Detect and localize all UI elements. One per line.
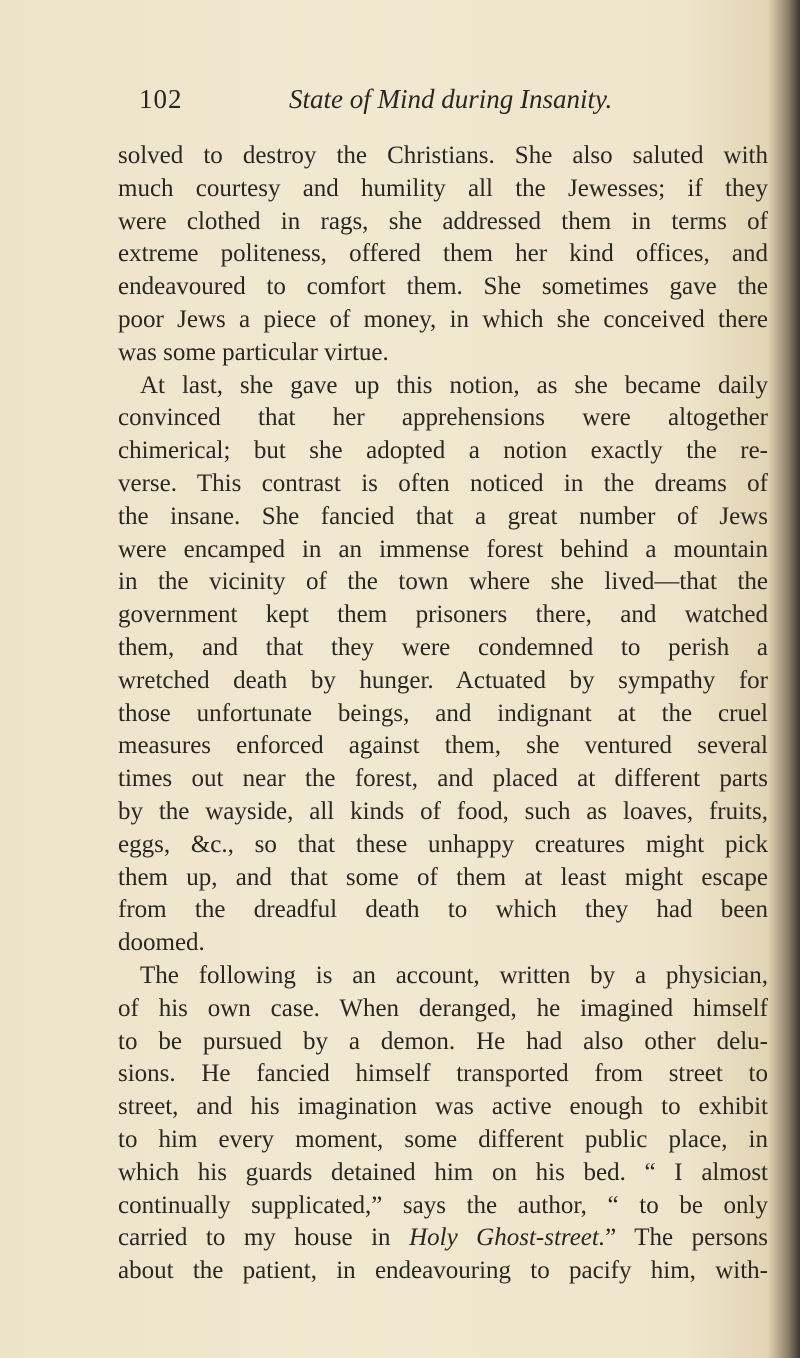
text-line: in the vicinity of the town where she lived—that the <box>118 568 768 596</box>
text-line: them up, and that some of them at least might escape <box>118 863 768 891</box>
text-line: extreme politeness, offered them her kind offices, and <box>118 240 768 268</box>
text-line: poor Jews a piece of money, in which she conceived there <box>118 305 768 333</box>
text-line: chimerical; but she adopted a notion exactly the re- <box>118 437 768 465</box>
text-line: wretched death by hunger. Actuated by sympathy for <box>118 666 768 694</box>
line-segment: carried to my house in <box>118 1224 410 1252</box>
text-line: by the wayside, all kinds of food, such as loaves, fruits, <box>118 797 768 825</box>
text-line: about the patient, in endeavouring to pacify him, with- <box>118 1257 768 1285</box>
text-line: from the dreadful death to which they had been <box>118 896 768 924</box>
text-line: street, and his imagination was active enough to exhibit <box>118 1093 768 1121</box>
text-line: endeavoured to comfort them. She sometimes gave the <box>118 273 768 301</box>
text-line: much courtesy and humility all the Jewesses; if they <box>118 174 768 202</box>
running-title: State of Mind during Insanity. <box>289 84 613 114</box>
running-head <box>139 84 769 124</box>
paragraph-start-line: At last, she gave up this notion, as she became daily <box>140 371 768 399</box>
line-segment: ” The persons <box>605 1224 768 1252</box>
text-line: were clothed in rags, she addressed them in terms of <box>118 207 768 235</box>
text-line: solved to destroy the Christians. She also saluted with <box>118 142 768 169</box>
page-number: 102 <box>139 84 183 114</box>
text-line: verse. This contrast is often noticed in the dreams of <box>118 469 768 497</box>
text-line: continually supplicated,” says the author, “ to be only <box>118 1191 768 1219</box>
paragraph-start-line: The following is an account, written by a physician, <box>140 961 768 989</box>
text-line-with-italic <box>118 1222 768 1255</box>
text-line: was some particular virtue. <box>118 338 389 366</box>
body-text <box>118 140 768 1288</box>
text-line: of his own case. When deranged, he imagined himself <box>118 994 768 1022</box>
text-line: those unfortunate beings, and indignant at the cruel <box>118 699 768 727</box>
text-line: sions. He fancied himself transported from street to <box>118 1060 768 1088</box>
text-line: government kept them prisoners there, and watched <box>118 601 768 629</box>
text-line: times out near the forest, and placed at different parts <box>118 765 768 793</box>
text-line: eggs, &c., so that these unhappy creatures might pick <box>118 830 768 858</box>
italic-place-name: Holy Ghost-street. <box>409 1224 606 1252</box>
text-line: them, and that they were condemned to perish a <box>118 633 768 661</box>
text-line: doomed. <box>118 929 205 957</box>
text-line: were encamped in an immense forest behind a mountain <box>118 535 768 563</box>
text-line: the insane. She fancied that a great number of Jews <box>118 502 768 530</box>
text-line: measures enforced against them, she ventured several <box>118 732 768 760</box>
text-line: which his guards detained him on his bed. “ I almost <box>118 1158 768 1186</box>
text-line: to be pursued by a demon. He had also other delu- <box>118 1027 768 1055</box>
text-line: convinced that her apprehensions were altogether <box>118 404 768 432</box>
text-line: to him every moment, some different public place, in <box>118 1125 768 1153</box>
